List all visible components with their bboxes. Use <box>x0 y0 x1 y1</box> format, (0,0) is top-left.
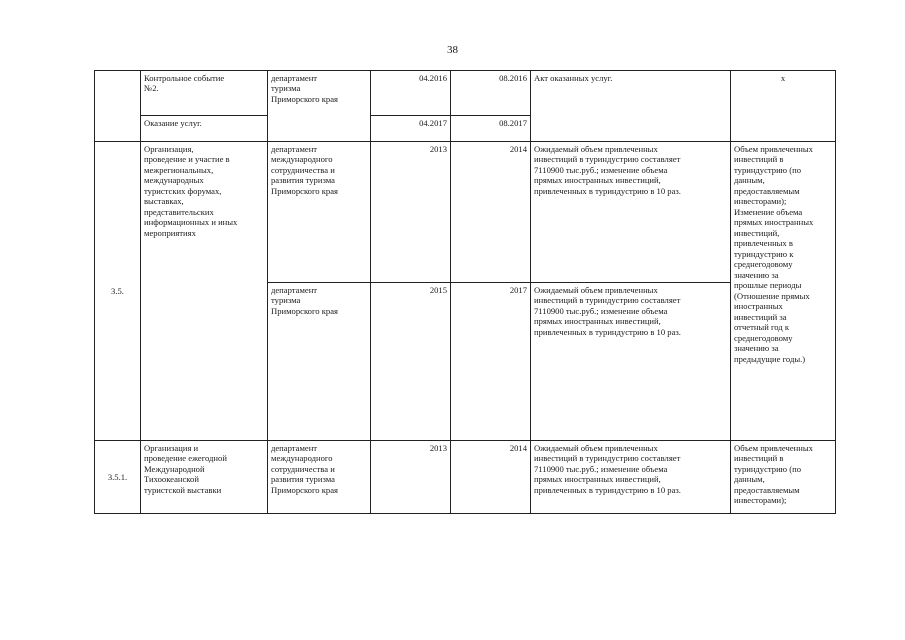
row-number-cell: 3.5. <box>95 142 141 441</box>
result-cell: Ожидаемый объем привлеченных инвестиций в туриндустрию составляет 7110900 тыс.руб.; изменение объема прямых иностранных инвестиций, привлеченных в туриндустрию в 10 раз. <box>531 142 731 283</box>
table-row <box>95 71 836 116</box>
row-number-cell: 3.5.1. <box>95 441 141 514</box>
end-date-cell: 2014 <box>451 441 531 514</box>
start-date-cell: 2015 <box>371 283 451 441</box>
start-date-cell: 04.2016 <box>371 71 451 116</box>
indicator-cell: Объем привлеченных инвестиций в туриндустрию (по данным, предоставляемым инвесторами); Изменение объема прямых иностранных инвестиций, привлеченных в туриндустрию к среднегодовому значению за прошлые периоды (Отношение прямых иностранных инвестиций за отчетный год к среднегодовому значению за предыдущие годы.) <box>731 142 836 441</box>
event-cell: Контрольное событие №2. <box>141 71 268 116</box>
result-cell: Ожидаемый объем привлеченных инвестиций в туриндустрию составляет 7110900 тыс.руб.; изменение объема прямых иностранных инвестиций, привлеченных в туриндустрию в 10 раз. <box>531 283 731 441</box>
event-cell: Оказание услуг. <box>141 116 268 142</box>
start-date-cell: 2013 <box>371 142 451 283</box>
executor-cell: департамент международного сотрудничества и развития туризма Приморского края <box>268 142 371 283</box>
indicator-cell: Объем привлеченных инвестиций в туриндустрию (по данным, предоставляемым инвесторами); <box>731 441 836 514</box>
page-number: 38 <box>447 44 458 56</box>
table-row <box>95 441 836 514</box>
indicator-cell: х <box>731 71 836 142</box>
executor-cell: департамент международного сотрудничества и развития туризма Приморского края <box>268 441 371 514</box>
event-cell: Организация, проведение и участие в межрегиональных, международных туристских форумах, выставках, представительских информационных и иных мероприятиях <box>141 142 268 441</box>
table-row <box>95 142 836 283</box>
result-cell: Акт оказанных услуг. <box>531 71 731 142</box>
executor-cell: департамент туризма Приморского края <box>268 71 371 142</box>
event-cell: Организация и проведение ежегодной Международной Тихоокеанской туристской выставки <box>141 441 268 514</box>
result-cell: Ожидаемый объем привлеченных инвестиций в туриндустрию составляет 7110900 тыс.руб.; изменение объема прямых иностранных инвестиций, привлеченных в туриндустрию в 10 раз. <box>531 441 731 514</box>
executor-cell: департамент туризма Приморского края <box>268 283 371 441</box>
start-date-cell: 04.2017 <box>371 116 451 142</box>
row-number-cell <box>95 71 141 142</box>
start-date-cell: 2013 <box>371 441 451 514</box>
end-date-cell: 08.2017 <box>451 116 531 142</box>
end-date-cell: 08.2016 <box>451 71 531 116</box>
end-date-cell: 2017 <box>451 283 531 441</box>
implementation-plan-table <box>94 70 836 514</box>
end-date-cell: 2014 <box>451 142 531 283</box>
